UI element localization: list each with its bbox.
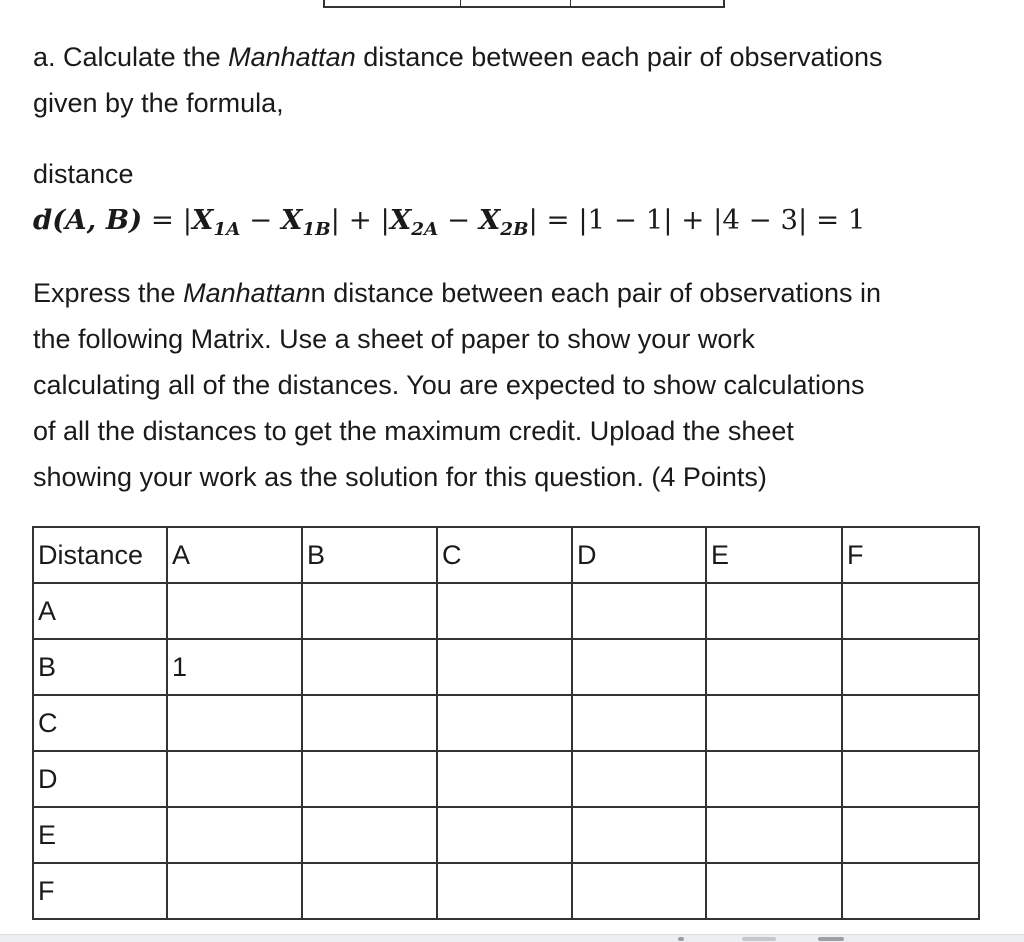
matrix-cell (842, 639, 979, 695)
question-instructions (33, 270, 881, 500)
table-divider (460, 0, 461, 6)
matrix-row-label: B (33, 639, 167, 695)
matrix-cell (572, 807, 706, 863)
matrix-row-label: A (33, 583, 167, 639)
matrix-header-row (33, 527, 979, 583)
matrix-cell (302, 807, 437, 863)
matrix-cell (167, 695, 302, 751)
matrix-cell (572, 695, 706, 751)
instr-emphasis: Manhattan (183, 278, 311, 308)
formula-minus: − (438, 205, 479, 236)
matrix-cell (706, 751, 842, 807)
intro-line2: given by the formula, (33, 88, 284, 118)
matrix-row-label: E (33, 807, 167, 863)
matrix-row-label: D (33, 751, 167, 807)
matrix-cell (437, 695, 572, 751)
instr-prefix: Express the (33, 278, 184, 308)
matrix-cell (842, 695, 979, 751)
matrix-row (33, 639, 979, 695)
intro-prefix: a. Calculate the (33, 42, 229, 72)
matrix-cell (572, 863, 706, 919)
toolbar-marker (678, 937, 684, 941)
toolbar-marker (818, 937, 844, 941)
instr-line3: calculating all of the distances. You are expected to show calculations (33, 370, 865, 400)
manhattan-formula (33, 198, 865, 247)
matrix-cell (842, 751, 979, 807)
matrix-cell (437, 807, 572, 863)
distance-label: distance (33, 159, 134, 189)
intro-suffix: distance between each pair of observations (355, 42, 883, 72)
matrix-cell (437, 583, 572, 639)
formula-x1a-sub: 1A (213, 219, 241, 240)
matrix-column-header: A (167, 527, 302, 583)
formula-rhs: | = |1 − 1| + |4 − 3| = 1 (528, 205, 866, 236)
matrix-cell (706, 583, 842, 639)
matrix-cell (437, 863, 572, 919)
matrix-row (33, 807, 979, 863)
matrix-cell (167, 863, 302, 919)
matrix-row-label: F (33, 863, 167, 919)
distance-matrix (32, 526, 980, 920)
matrix-cell (706, 639, 842, 695)
matrix-cell (706, 807, 842, 863)
formula-x1a: X (192, 205, 214, 236)
matrix-cell (302, 583, 437, 639)
matrix-cell (302, 863, 437, 919)
matrix-cell (167, 583, 302, 639)
matrix-row (33, 751, 979, 807)
previous-table-fragment (323, 0, 725, 8)
formula-lhs: d(A, B) (33, 205, 143, 236)
matrix-cell (842, 583, 979, 639)
matrix-cell (572, 583, 706, 639)
matrix-cell (842, 863, 979, 919)
formula-eq: = | (142, 205, 193, 236)
matrix-row (33, 695, 979, 751)
intro-emphasis: Manhattan (228, 42, 356, 72)
matrix-row (33, 863, 979, 919)
matrix-cell (572, 639, 706, 695)
formula-x2b: X (478, 205, 501, 236)
formula-mid: | + | (330, 205, 390, 236)
matrix-corner-cell: Distance (33, 527, 167, 583)
matrix-cell (842, 807, 979, 863)
matrix-cell (167, 807, 302, 863)
matrix-row (33, 583, 979, 639)
matrix-cell (572, 751, 706, 807)
instr-line4: of all the distances to get the maximum credit. Upload the sheet (33, 416, 794, 446)
matrix-column-header: D (572, 527, 706, 583)
question-intro (33, 34, 883, 126)
matrix-cell: 1 (167, 639, 302, 695)
instr-line2: the following Matrix. Use a sheet of paper to show your work (33, 324, 755, 354)
matrix-column-header: C (437, 527, 572, 583)
formula-x2a: X (389, 205, 412, 236)
matrix-column-header: B (302, 527, 437, 583)
table-divider (570, 0, 571, 6)
matrix-column-header: E (706, 527, 842, 583)
instr-line5: showing your work as the solution for this question. (4 Points) (33, 462, 767, 492)
formula-x2b-sub: 2B (500, 219, 529, 240)
matrix-cell (437, 639, 572, 695)
matrix-row-label: C (33, 695, 167, 751)
matrix-cell (706, 863, 842, 919)
instr-line1-suffix: n distance between each pair of observations in (310, 278, 882, 308)
matrix-cell (437, 751, 572, 807)
matrix-cell (167, 751, 302, 807)
formula-x2a-sub: 2A (411, 219, 439, 240)
matrix-cell (302, 695, 437, 751)
toolbar-marker (742, 937, 776, 941)
matrix-cell (706, 695, 842, 751)
matrix-cell (302, 639, 437, 695)
formula-x1b: X (281, 205, 303, 236)
matrix-column-header: F (842, 527, 979, 583)
formula-x1b-sub: 1B (302, 219, 331, 240)
formula-minus: − (240, 205, 282, 236)
matrix-cell (302, 751, 437, 807)
